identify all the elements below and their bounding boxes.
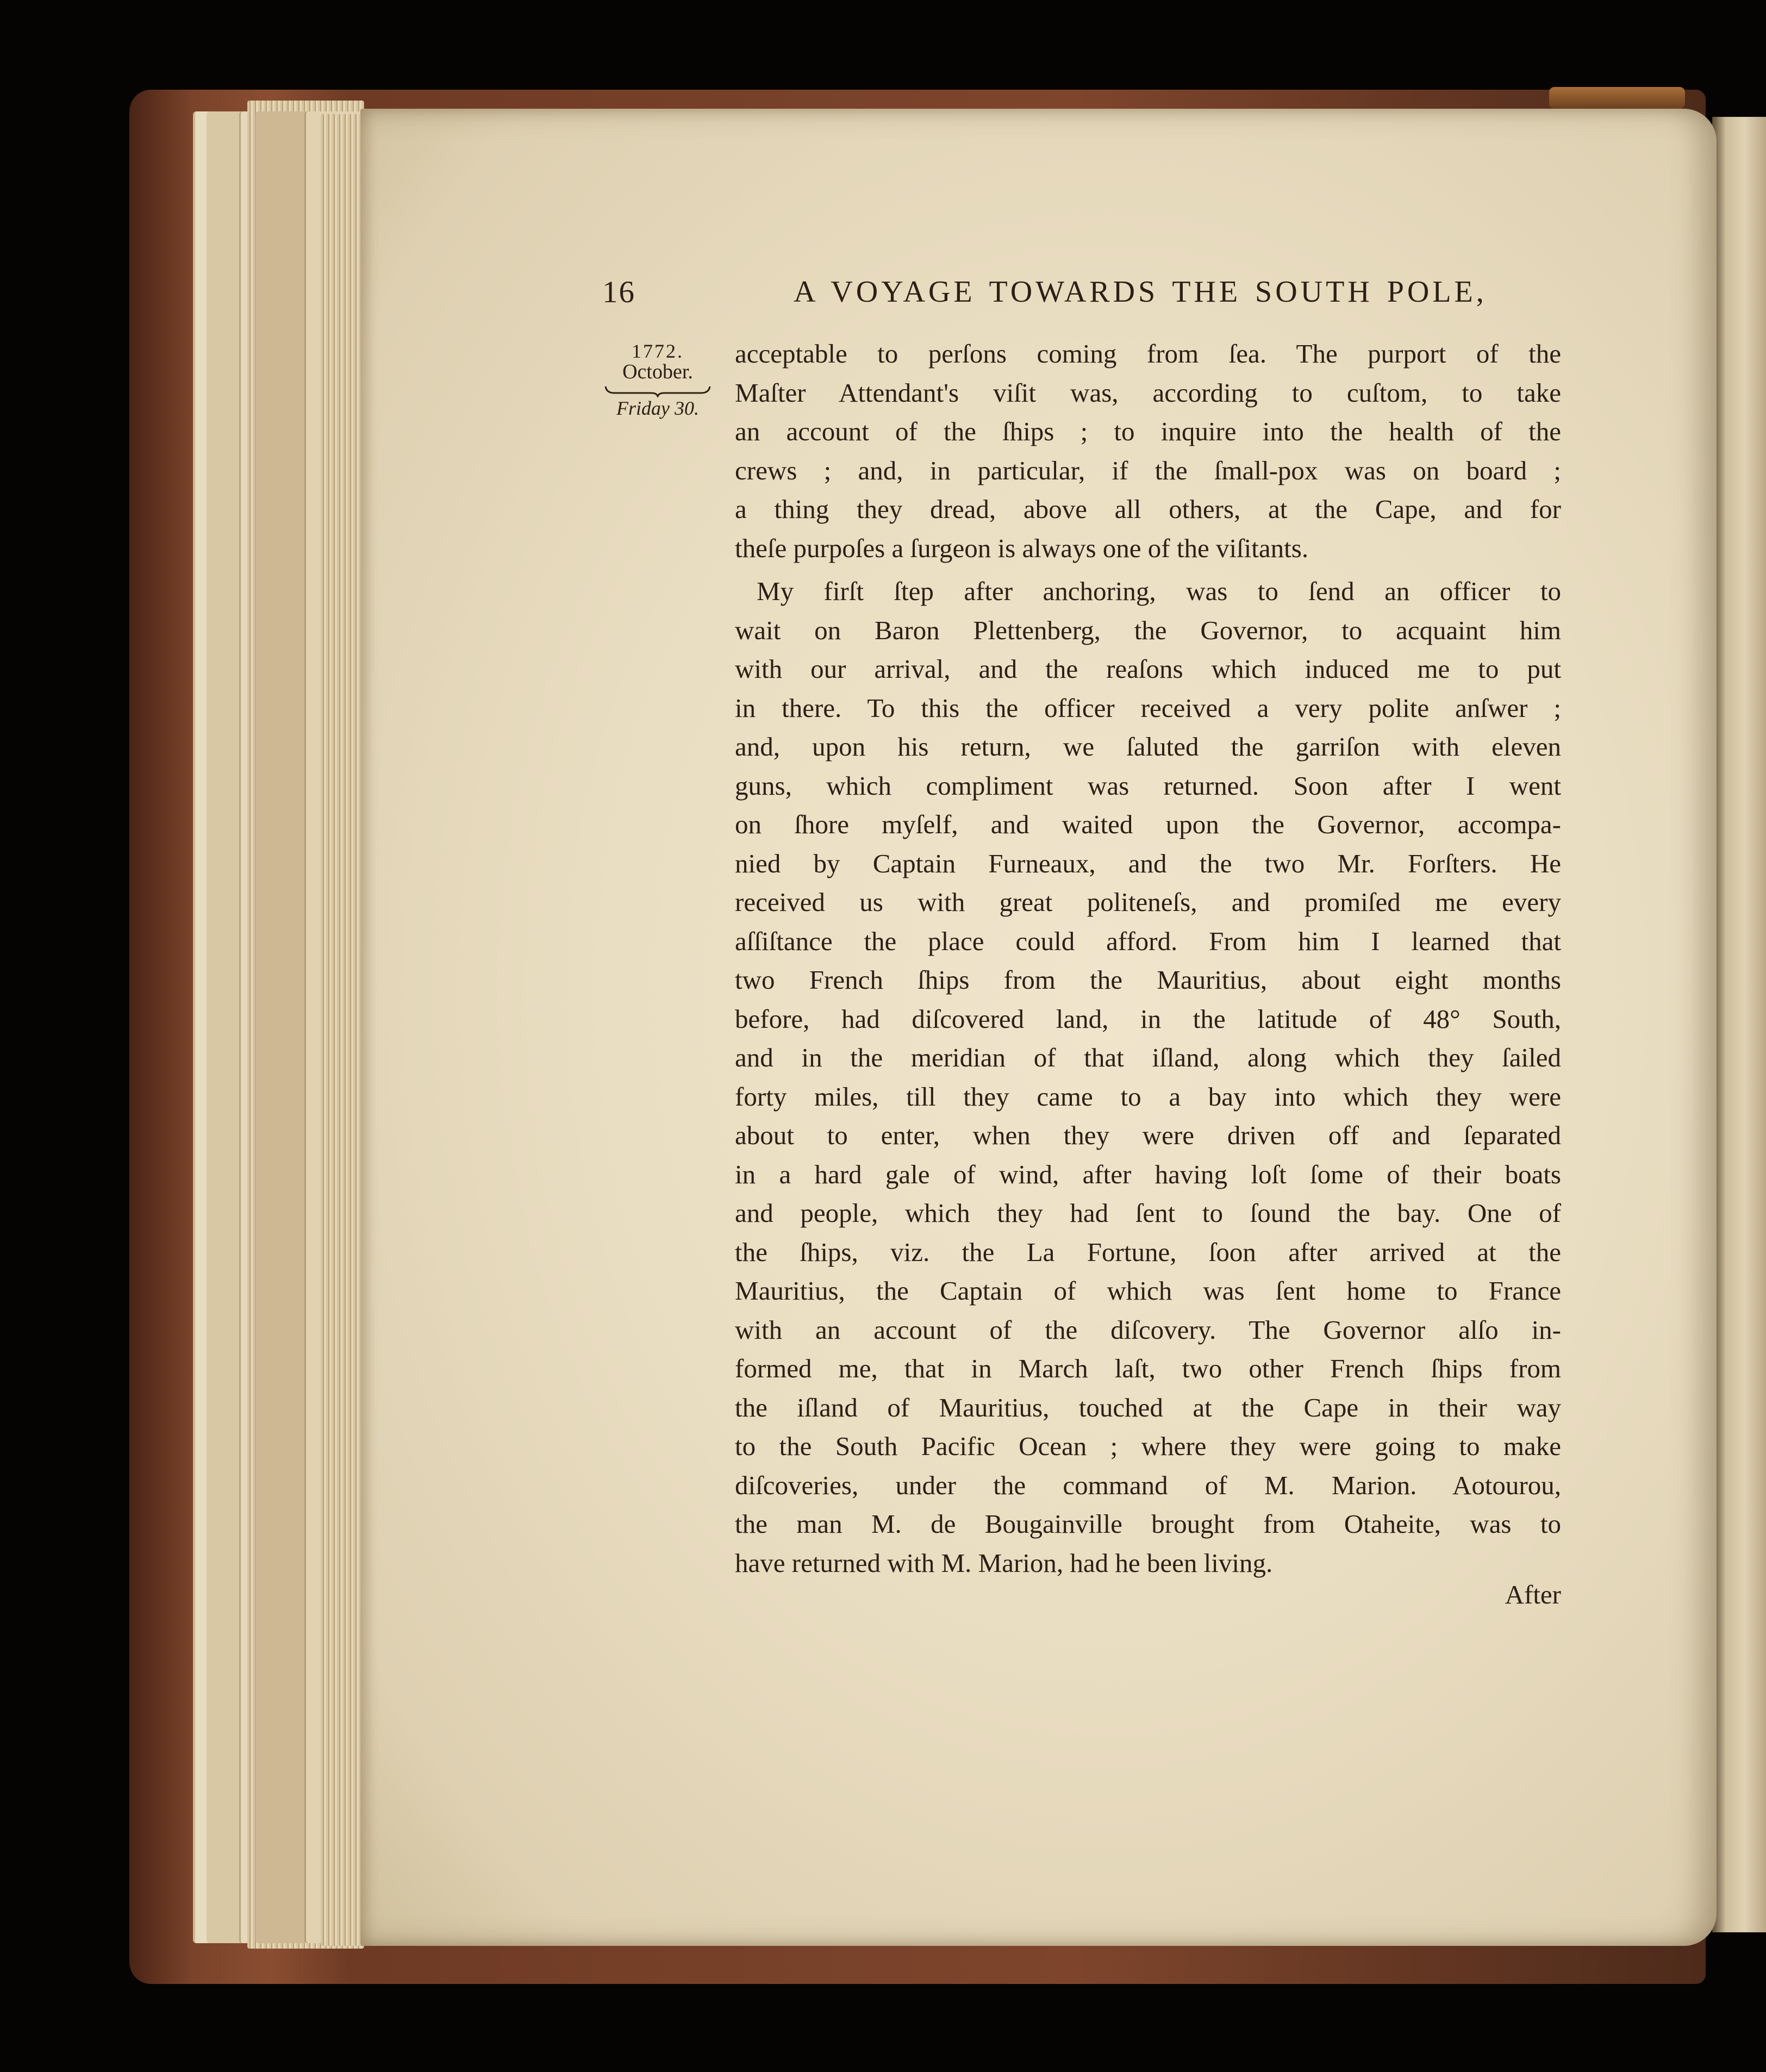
running-head: A VOYAGE TOWARDS THE SOUTH POLE,	[794, 275, 1487, 309]
text-line: received us with great politeneſs, and promiſed me every	[735, 887, 1561, 917]
text-line: a thing they dread, above all others, at the Cape, and for	[735, 494, 1561, 524]
text-line: acceptable to perſons coming from ſea. The purport of the	[735, 339, 1561, 369]
text-line: guns, which compliment was returned. Soon after I went	[735, 770, 1561, 801]
text-line: have returned with M. Marion, had he been living.	[735, 1547, 1273, 1578]
page-number: 16	[602, 275, 635, 309]
text-line: theſe purpoſes a ſurgeon is always one of the viſitants.	[735, 533, 1309, 563]
text-line: in there. To this the officer received a very polite anſwer ;	[735, 692, 1561, 723]
text-line: and in the meridian of that iſland, along which they ſailed	[735, 1043, 1561, 1072]
text-line: nied by Captain Furneaux, and the two Mr. Forſters. He	[735, 848, 1561, 878]
text-line: Mauritius, the Captain of which was ſent home to France	[735, 1276, 1561, 1306]
marginal-day: Friday 30.	[616, 397, 699, 420]
text-line: with our arrival, and the reaſons which induced me to put	[735, 654, 1561, 684]
page-stack-edge-lines	[321, 114, 363, 1946]
text-line: wait on Baron Plettenberg, the Governor, to acquaint him	[735, 615, 1561, 645]
facing-page-edge	[1712, 117, 1766, 1932]
marginal-month: October.	[622, 360, 693, 383]
text-line: My firſt ſtep after anchoring, was to ſend an officer to	[757, 576, 1561, 606]
text-line: Maſter Attendant's viſit was, according to cuſtom, to take	[735, 377, 1561, 408]
text-line: forty miles, till they came to a bay into which they were	[735, 1081, 1561, 1112]
text-line: the ſhips, viz. the La Fortune, ſoon after arrived at the	[735, 1237, 1561, 1267]
paragraph	[735, 334, 1561, 567]
brace-icon	[603, 384, 712, 397]
text-line: and, upon his return, we ſaluted the garriſon with eleven	[735, 732, 1561, 762]
text-line: the iſland of Mauritius, touched at the Cape in their way	[735, 1392, 1561, 1422]
binding-headband	[1549, 87, 1685, 109]
text-line: to the South Pacific Ocean ; where they were going to make	[735, 1431, 1561, 1461]
text-line: an account of the ſhips ; to inquire into the health of the	[735, 416, 1561, 446]
text-line: aſſiſtance the place could afford. From him I learned that	[735, 926, 1561, 956]
text-line: with an account of the diſcovery. The Governor alſo in-	[735, 1314, 1561, 1345]
text-line: before, had diſcovered land, in the latitude of 48° South,	[735, 1003, 1561, 1034]
text-line: the man M. de Bougainville brought from Otaheite, was to	[735, 1509, 1561, 1539]
text-line: diſcoveries, under the command of M. Marion. Aotourou,	[735, 1470, 1561, 1500]
marginal-year: 1772.	[632, 340, 684, 362]
text-line: and people, which they had ſent to ſound the bay. One of	[735, 1198, 1561, 1228]
text-line: formed me, that in March laſt, two other French ſhips from	[735, 1353, 1561, 1383]
paragraph	[735, 572, 1561, 1582]
text-line: on ſhore myſelf, and waited upon the Governor, accompa-	[735, 809, 1561, 839]
catchword: After	[1505, 1580, 1561, 1609]
marginal-note	[590, 341, 726, 419]
text-line: in a hard gale of wind, after having loſt ſome of their boats	[735, 1159, 1561, 1189]
body-text	[735, 334, 1561, 1582]
text-line: crews ; and, in particular, if the ſmall-pox was on board ;	[735, 455, 1561, 485]
text-line: about to enter, when they were driven off and ſeparated	[735, 1120, 1561, 1150]
text-line: two French ſhips from the Mauritius, about eight months	[735, 965, 1561, 995]
